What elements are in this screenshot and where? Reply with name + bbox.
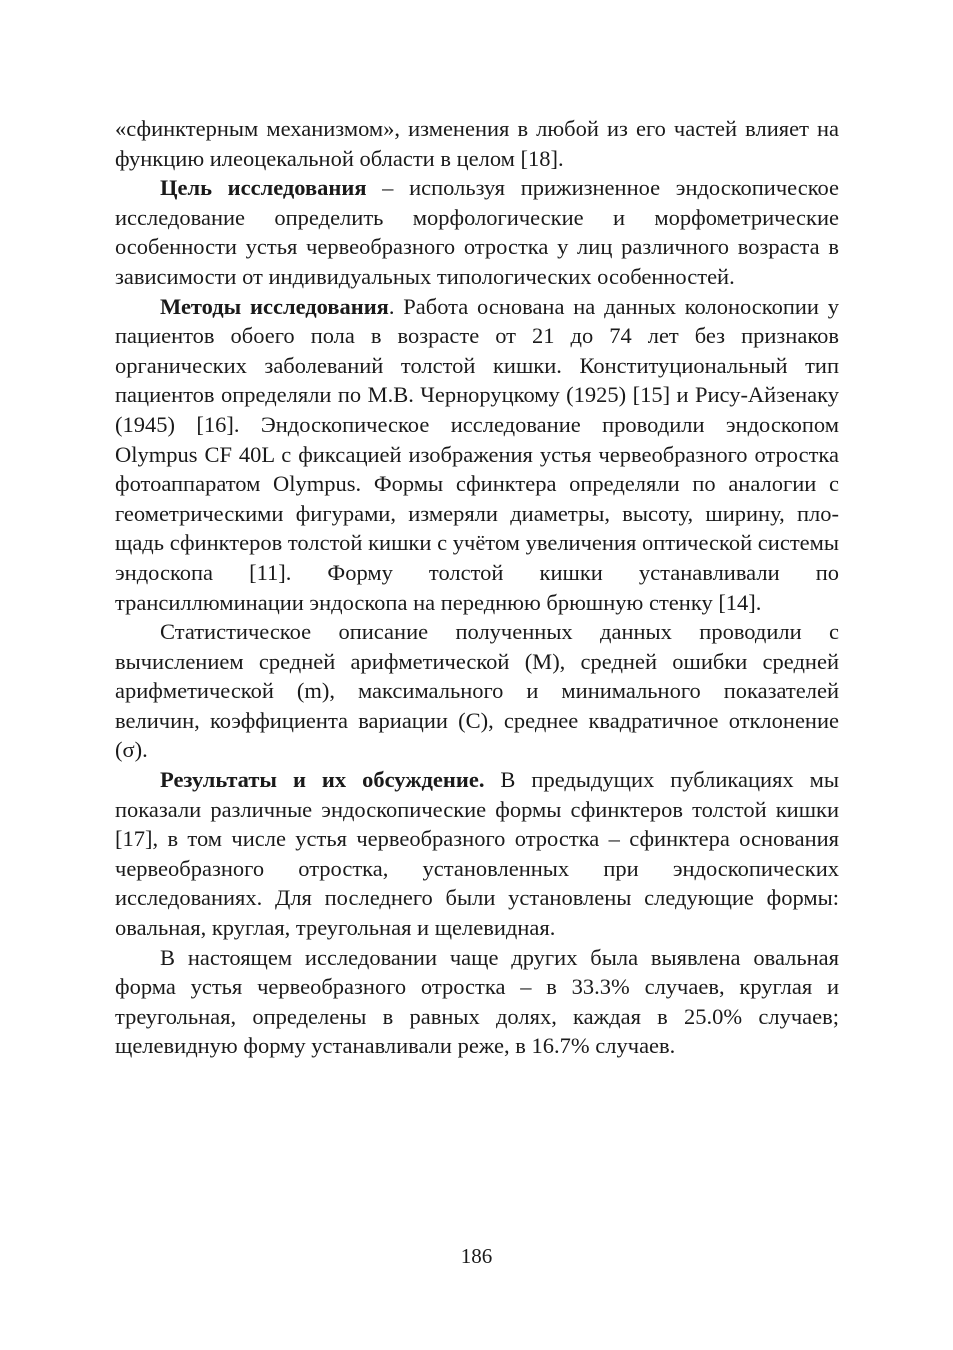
paragraph-intro (115, 114, 839, 173)
paragraph-text: В предыдущих публикациях мы показали различные эндоскопические формы сфинктеров толстой кишки [17], в том числе устья червеобразного отростка – сфинктера основания червеобразного отростка, установленных при эндоскопических исследованиях. Для последнего были установлены следующие формы: овальная, круглая, треугольная и щелевидная. (115, 767, 839, 941)
paragraph-text: . Работа основана на данных колоноскопии у пациентов обоего пола в возрасте от 21 до 74 лет без признаков органических заболеваний толстой кишки. Конституциональный тип пациентов определяли по М.В. Черноруцкому (1925) [15] и Рису-Айзенаку (1945) [16]. Эндоскопическое исследование проводили эндоскопом Olympus CF 40L с фиксацией изображения устья червеобразного отростка фотоаппаратом Olympus. Формы сфинктера определяли по аналогии с геометрическими фигурами, измеряли диаметры, высоту, ширину, площадь сфинктеров толстой кишки с учётом увеличения оптической системы эндоскопа [11]. Форму толстой кишки устанавливали по трансиллюминации эндоскопа на переднюю брюшную стенку [14]. (115, 293, 839, 615)
page-number: 186 (460, 1244, 493, 1268)
paragraph-text: – используя прижизненное эндоскопическое исследование определить морфологические и морфометрические особенности устья червеобразного отростка у лиц различного возраста в зависимости от индивидуальных типологических особенностей. (115, 175, 839, 289)
paragraph-text: «сфинктерным механизмом», изменения в любой из его частей влияет на функцию илеоцекальной области в целом [18]. (115, 116, 839, 171)
document-body (115, 114, 839, 1061)
paragraph-lead: Цель исследования (160, 175, 367, 201)
paragraph-text: Статистическое описание полученных данных проводили с вычислением средней арифметической (М), средней ошибки средней арифметической (m), максимального и минимального показателей величин, коэффициента вариации (С), среднее квадратичное отклонение (σ). (115, 619, 839, 763)
paragraph-lead: Методы исследования (160, 293, 389, 319)
paragraph-statistics (115, 617, 839, 765)
paragraph-text: В настоящем исследовании чаще других была выявлена овальная форма устья червеобразного отростка – в 33.3% случаев, круглая и треугольная, определены в равных долях, каждая в 25.0% случаев; щелевидную форму устанавливали реже, в 16.7% случаев. (115, 944, 839, 1059)
paragraph-methods (115, 292, 839, 618)
paragraph-aim (115, 173, 839, 291)
paragraph-results (115, 765, 839, 943)
paragraph-lead: Результаты и их обсуждение. (160, 767, 485, 793)
paragraph-findings (115, 943, 839, 1061)
